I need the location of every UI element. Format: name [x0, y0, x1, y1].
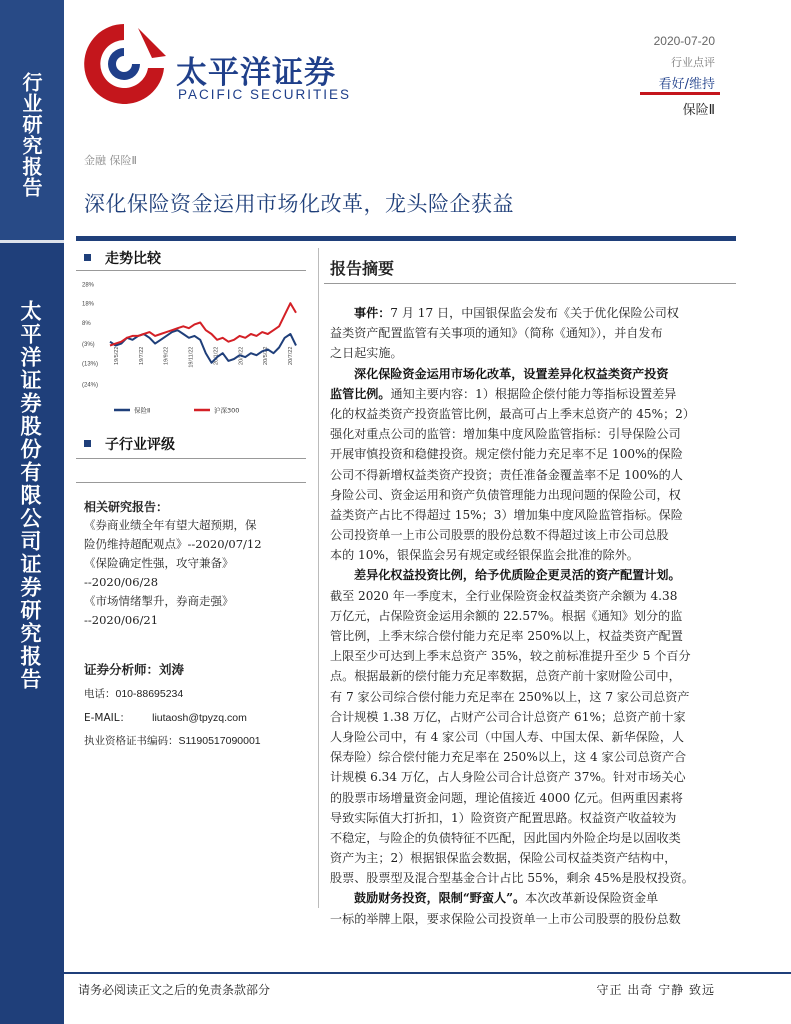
summary-text: 之日起实施。 — [330, 346, 403, 361]
trend-section-heading — [84, 248, 161, 268]
side-band-divider — [0, 240, 64, 243]
y-tick-label: (13%) — [82, 361, 99, 368]
logo-text-en: PACIFIC SECURITIES — [178, 87, 352, 102]
logo-text-cn: 太平洋证券 — [176, 55, 336, 91]
summary-line — [330, 848, 722, 868]
phone-value: 010-88695234 — [115, 688, 184, 700]
related-reports-heading: 相关研究报告： — [84, 500, 169, 514]
square-bullet-icon — [84, 440, 91, 447]
summary-line — [330, 343, 722, 363]
rating-label: 看好/维持 — [658, 77, 715, 92]
summary-line — [330, 364, 722, 384]
summary-text: 的股票市场增量资金问题，理论值接近 4000 亿元。但两重因素将 — [330, 790, 683, 805]
square-bullet-icon — [84, 254, 91, 261]
page-title: 深化保险资金运用市场化改革，龙头险企获益 — [84, 192, 514, 216]
report-date: 2020-07-20 — [653, 34, 715, 48]
footer-disclaimer: 请务必阅读正文之后的免责条款部分 — [78, 983, 271, 997]
summary-text: 益类资产占比不得超过 15%；3）增加集中度风险监管指标。保险 — [330, 507, 683, 522]
summary-line — [330, 666, 722, 686]
summary-line — [330, 626, 722, 646]
summary-line — [330, 323, 722, 343]
subindustry-section-heading — [84, 434, 175, 454]
summary-heading: 报告摘要 — [330, 259, 395, 278]
related-report-line[interactable]: 《保险确定性强，攻守兼备》 — [84, 556, 234, 570]
title-divider — [76, 236, 736, 241]
related-report-line[interactable]: 《市场情绪掣升，券商走强》 — [84, 594, 234, 608]
summary-line — [330, 747, 722, 767]
summary-line — [330, 606, 722, 626]
summary-line — [330, 888, 722, 908]
summary-line — [330, 525, 722, 545]
summary-text: 化的权益类资产投资监管比例，最高可占上季末总资产的 45%；2） — [330, 406, 695, 421]
summary-line — [330, 565, 722, 585]
summary-text: 上限至少可达到上季末总资产 35%，较之前标准提升至少 5 个百分 — [330, 649, 691, 664]
summary-text: 合计规模 1.38 万亿，占财产公司合计总资产 61%；总资产前十家 — [330, 709, 686, 724]
y-tick-label: 18% — [82, 301, 95, 308]
summary-line — [330, 485, 722, 505]
footer-slogan: 守正 出奇 宁静 致远 — [596, 983, 715, 997]
summary-text: 管比例，上季末综合偿付能力充足率 250%以上，权益类资产配置 — [330, 629, 683, 643]
summary-text: 万亿元，占保险资金运用余额的 22.57%。根据《通知》划分的监 — [330, 608, 683, 623]
x-tick-label: 19/9/22 — [163, 346, 170, 365]
related-report-line[interactable]: 《券商业绩全年有望大超预期，保 — [84, 518, 257, 532]
summary-text: 不稳定，与险企的负债特征不匹配，因此国内外险企均是以固收类 — [330, 830, 681, 845]
related-report-line[interactable]: 险仍维持超配观点》--2020/07/12 — [84, 537, 262, 551]
trend-section-title: 走势比较 — [105, 251, 161, 267]
phone-label: 电话： — [84, 688, 116, 700]
cert-value: S1190517090001 — [178, 735, 261, 747]
y-tick-label: (24%) — [82, 382, 99, 389]
summary-text: 人身险公司中，有 4 家公司（中国人寿、中国太保、新华保险，人 — [330, 729, 685, 744]
report-category-label: 行业研究报告 — [19, 72, 43, 198]
trend-chart — [80, 276, 304, 416]
y-tick-label: 28% — [82, 282, 95, 289]
summary-text: 公司不得新增权益类资产投资；责任准备金覆盖率不足 100%的人 — [330, 467, 683, 482]
summary-line — [330, 404, 722, 424]
summary-text: 通知主要内容：1）根据险企偿付能力等指标设置差异 — [390, 386, 677, 401]
summary-line — [330, 384, 722, 404]
section-divider — [324, 283, 736, 284]
related-report-line[interactable]: --2020/06/21 — [84, 613, 159, 627]
y-tick-label: 8% — [82, 320, 91, 327]
legend-label: 沪深300 — [214, 406, 240, 415]
summary-text: 7 月 17 日，中国银保监会发布《关于优化保险公司权 — [390, 306, 679, 320]
summary-bold-lead: 深化保险资金运用市场化改革，设置差异化权益类资产投资 — [354, 366, 669, 381]
footer-divider — [64, 972, 791, 974]
summary-line — [330, 586, 722, 606]
email-label: E-MAIL： — [84, 712, 131, 724]
summary-text: 截至 2020 年一季度末，全行业保险资金权益类资产余额为 4.38 — [330, 588, 678, 603]
summary-line — [330, 444, 722, 464]
summary-text: 本的 10%，银保监会另有规定或经银保监会批准的除外。 — [330, 548, 639, 563]
summary-text: 股票、股票型及混合型基金合计占比 55%，剩余 45%是股权投资。 — [330, 871, 694, 886]
x-tick-label: 19/7/22 — [138, 346, 145, 365]
x-tick-label: 20/7/22 — [288, 346, 294, 365]
summary-bold-lead: 监管比例。 — [330, 386, 391, 401]
summary-text: 资产为主；2）根据银保监会数据，保险公司权益类资产结构中， — [330, 851, 677, 866]
summary-text: 保寿险）综合偿付能力充足率在 250%以上，这 4 家公司总资产合 — [330, 750, 687, 765]
summary-text: 强化对重点公司的监管：增加集中度风险监管指标：引导保险公司 — [330, 427, 681, 442]
x-tick-label: 20/3/22 — [238, 346, 245, 365]
summary-line — [330, 646, 722, 666]
pacific-securities-logo-icon — [78, 18, 170, 110]
section-divider — [76, 482, 306, 483]
summary-text: 一标的举牌上限，要求保险公司投资单一上市公司股票的股份总数 — [330, 911, 681, 926]
summary-line — [330, 687, 722, 707]
related-reports-list — [84, 516, 306, 630]
related-report-line[interactable]: --2020/06/28 — [84, 575, 159, 589]
summary-line — [330, 545, 722, 565]
email-value[interactable]: liutaosh@tpyzq.com — [152, 712, 247, 724]
summary-text: 点。根据最新的偿付能力充足率数据，总资产前十家财险公司中， — [330, 669, 681, 684]
summary-line — [330, 788, 722, 808]
summary-line — [330, 909, 722, 929]
rating-underline — [640, 92, 720, 95]
summary-text: 公司投资单一上市公司股票的股份总数不得超过该上市公司总股 — [330, 528, 669, 543]
cert-label: 执业资格证书编码： — [84, 735, 179, 747]
summary-line — [330, 424, 722, 444]
summary-body — [330, 303, 722, 929]
summary-line — [330, 828, 722, 848]
legend-label: 保险Ⅱ — [134, 406, 151, 415]
summary-text: 开展审慎投资和稳健投资。规定偿付能力充足率不足 100%的保险 — [330, 447, 683, 462]
x-tick-label: 19/11/22 — [188, 346, 195, 368]
column-divider — [318, 248, 319, 908]
summary-bold-lead: 鼓励财务投资，限制“野蛮人”。 — [354, 891, 526, 906]
section-divider — [76, 270, 306, 271]
summary-line — [330, 767, 722, 787]
summary-bold-lead: 差异化权益投资比例，给予优质险企更灵活的资产配置计划。 — [354, 568, 681, 583]
analyst-email — [84, 710, 247, 725]
summary-line — [330, 868, 722, 888]
summary-line — [330, 808, 722, 828]
summary-text: 益类资产配置监管有关事项的通知》（简称《通知》），并自发布 — [330, 326, 663, 341]
subindustry-section-title: 子行业评级 — [105, 437, 175, 453]
summary-line — [330, 707, 722, 727]
summary-text: 计规模 6.34 万亿，占人身险公司合计总资产 37%。针对市场关心 — [330, 770, 686, 785]
summary-bold-lead: 事件： — [354, 306, 391, 320]
report-type: 行业点评 — [671, 56, 715, 69]
sector-label: 保险Ⅱ — [682, 103, 715, 118]
analyst-phone — [84, 686, 183, 701]
x-tick-label: 20/5/22 — [263, 346, 270, 365]
summary-text: 有 7 家公司综合偿付能力充足率在 250%以上，这 7 家公司总资产 — [330, 689, 690, 704]
summary-line — [330, 727, 722, 747]
breadcrumb: 金融 保险Ⅱ — [84, 154, 137, 167]
analyst-name: 证券分析师：刘涛 — [84, 662, 185, 677]
summary-text: 身险公司、资金运用和资产负债管理能力出现问题的保险公司，权 — [330, 487, 681, 502]
series-line-1 — [110, 303, 296, 345]
summary-text: 本次改革新设保险资金单 — [525, 891, 659, 906]
analyst-certificate — [84, 733, 261, 748]
summary-line — [330, 505, 722, 525]
section-divider — [76, 458, 306, 459]
x-tick-label: 19/5/22 — [114, 346, 120, 365]
x-tick-label: 20/1/22 — [213, 346, 220, 365]
summary-line — [330, 465, 722, 485]
summary-text: 导致实际值大打折扣，1）险资资产配置思路。权益资产收益较为 — [330, 810, 677, 825]
company-vertical-label: 太平洋证券股份有限公司证券研究报告 — [18, 300, 43, 691]
summary-line — [330, 303, 722, 323]
y-tick-label: (3%) — [82, 342, 95, 349]
